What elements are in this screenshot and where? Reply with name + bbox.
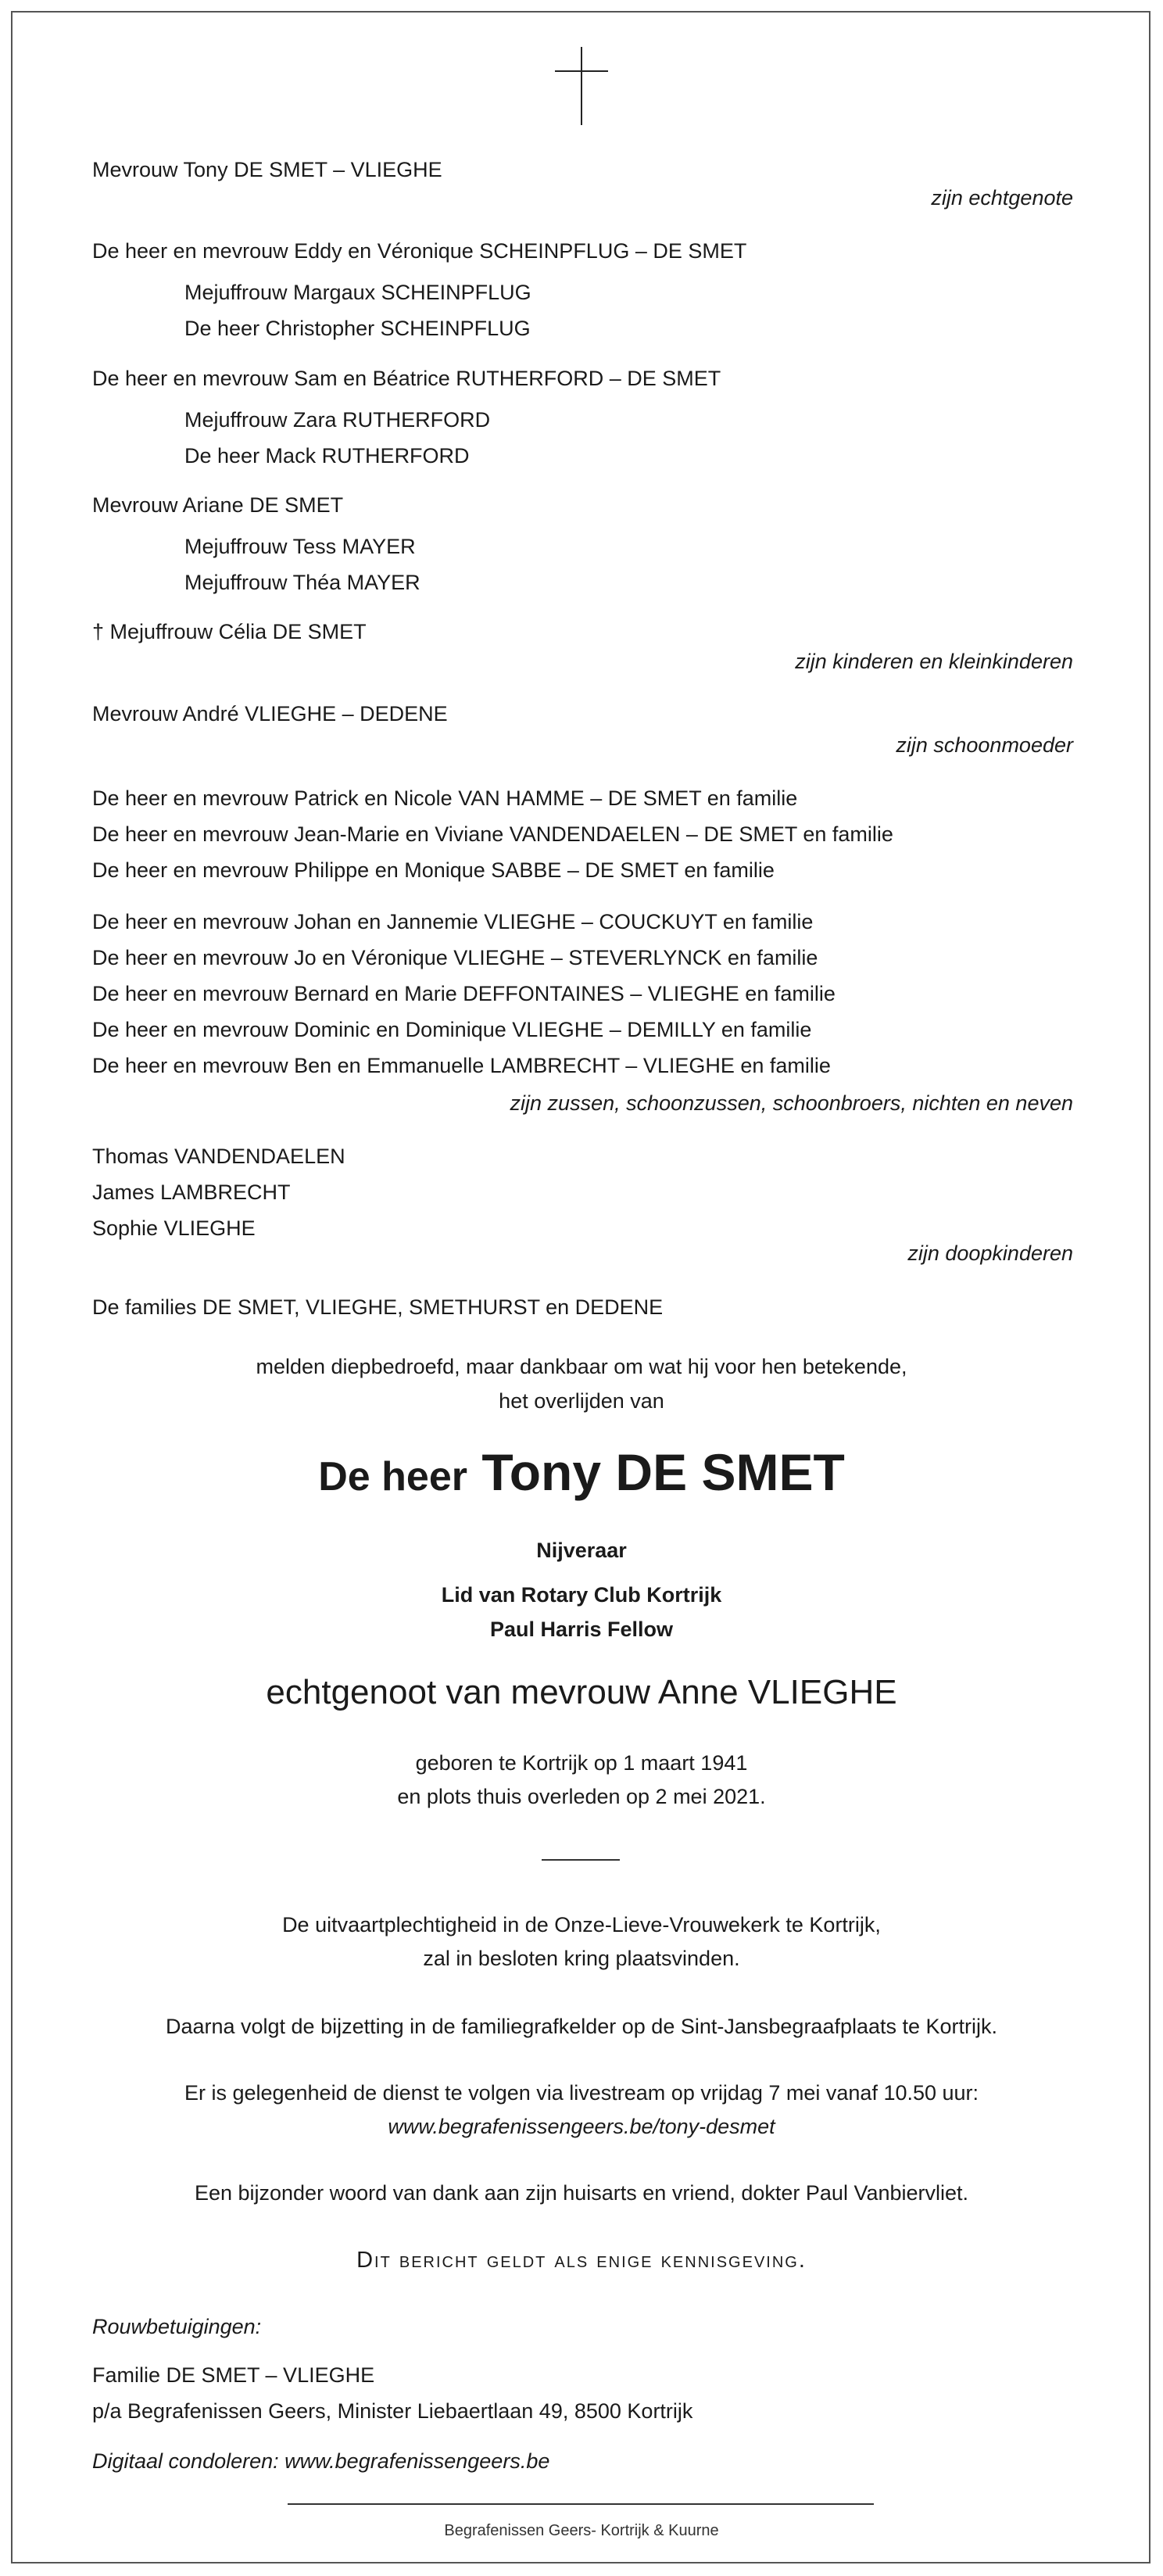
sibling-line: De heer en mevrouw Bernard en Marie DEFFONTAINES – VLIEGHE en familie [92, 982, 836, 1005]
child-line: De heer en mevrouw Sam en Béatrice RUTHERFORD – DE SMET [92, 367, 721, 390]
relation-label: zijn zussen, schoonzussen, schoonbroers, nichten en neven [510, 1091, 1073, 1115]
profession: Nijveraar [536, 1539, 627, 1562]
ceremony-line: De uitvaartplechtigheid in de Onze-Lieve-Vrouwekerk te Kortrijk, [282, 1913, 881, 1936]
deceased-fullname: Tony DE SMET [481, 1443, 845, 1501]
contact-address: p/a Begrafenissen Geers, Minister Liebaertlaan 49, 8500 Kortrijk [92, 2399, 693, 2423]
godchild-line: Sophie VLIEGHE [92, 1216, 256, 1240]
godchild-line: James LAMBRECHT [92, 1181, 291, 1204]
families-line: De families DE SMET, VLIEGHE, SMETHURST en DEDENE [92, 1295, 664, 1319]
livestream-link[interactable]: www.begrafenissengeers.be/tony-desmet [388, 2115, 775, 2138]
membership: Lid van Rotary Club Kortrijk [441, 1583, 722, 1607]
membership: Paul Harris Fellow [489, 1618, 674, 1641]
footer-text: Begrafenissen Geers- Kortrijk & Kuurne [444, 2522, 719, 2539]
condolences-heading: Rouwbetuigingen: [92, 2315, 262, 2338]
spouse-of: echtgenoot van mevrouw Anne VLIEGHE [266, 1673, 897, 1711]
mother-in-law-line: Mevrouw André VLIEGHE – DEDENE [92, 702, 448, 726]
deceased-name [0, 1443, 1163, 1501]
godchild-line: Thomas VANDENDAELEN [92, 1145, 345, 1168]
sibling-line: De heer en mevrouw Philippe en Monique SABBE – DE SMET en familie [92, 858, 775, 882]
child-line: De heer en mevrouw Eddy en Véronique SCHEINPFLUG – DE SMET [92, 239, 747, 263]
child-line: Mevrouw Ariane DE SMET [92, 493, 344, 517]
cross-icon [550, 47, 613, 125]
relation-label: zijn schoonmoeder [896, 733, 1073, 757]
death-line: en plots thuis overleden op 2 mei 2021. [397, 1785, 766, 1808]
deceased-prefix: De heer [318, 1454, 467, 1499]
divider [542, 1859, 620, 1861]
sibling-line: De heer en mevrouw Jo en Véronique VLIEGHE – STEVERLYNCK en familie [92, 946, 818, 969]
livestream-line: Er is gelegenheid de dienst te volgen via livestream op vrijdag 7 mei vanaf 10.50 uur: [184, 2081, 979, 2105]
spouse-line: Mevrouw Tony DE SMET – VLIEGHE [92, 158, 442, 181]
birth-line: geboren te Kortrijk op 1 maart 1941 [415, 1751, 748, 1775]
sibling-line: De heer en mevrouw Dominic en Dominique VLIEGHE – DEMILLY en familie [92, 1018, 812, 1041]
relation-label: zijn doopkinderen [907, 1241, 1073, 1265]
grandchild-line: Mejuffrouw Tess MAYER [184, 535, 416, 558]
announcement-line: melden diepbedroefd, maar dankbaar om wat hij voor hen betekende, [256, 1355, 907, 1378]
ceremony-line: zal in besloten kring plaatsvinden. [423, 1947, 740, 1970]
announcement-line: het overlijden van [499, 1389, 664, 1413]
contact-family: Familie DE SMET – VLIEGHE [92, 2363, 375, 2387]
grandchild-line: Mejuffrouw Zara RUTHERFORD [184, 408, 491, 432]
grandchild-line: Mejuffrouw Théa MAYER [184, 571, 420, 594]
footer-rule [288, 2503, 874, 2505]
burial-line: Daarna volgt de bijzetting in de familiegrafkelder op de Sint-Jansbegraafplaats te Kortrijk. [165, 2015, 998, 2038]
digital-condolence-link[interactable]: Digitaal condoleren: www.begrafenissengeers.be [92, 2449, 550, 2473]
sibling-line: De heer en mevrouw Johan en Jannemie VLIEGHE – COUCKUYT en familie [92, 910, 814, 933]
sibling-line: De heer en mevrouw Ben en Emmanuelle LAMBRECHT – VLIEGHE en familie [92, 1054, 831, 1077]
relation-label: zijn kinderen en kleinkinderen [795, 650, 1073, 673]
relation-label: zijn echtgenote [931, 186, 1073, 210]
thanks-line: Een bijzonder woord van dank aan zijn huisarts en vriend, dokter Paul Vanbiervliet. [194, 2181, 969, 2205]
sibling-line: De heer en mevrouw Patrick en Nicole VAN HAMME – DE SMET en familie [92, 786, 798, 810]
grandchild-line: Mejuffrouw Margaux SCHEINPFLUG [184, 281, 531, 304]
grandchild-line: De heer Mack RUTHERFORD [184, 444, 470, 468]
grandchild-line: De heer Christopher SCHEINPFLUG [184, 317, 531, 340]
sibling-line: De heer en mevrouw Jean-Marie en Viviane VANDENDAELEN – DE SMET en familie [92, 822, 893, 846]
child-line: † Mejuffrouw Célia DE SMET [92, 620, 367, 643]
notice-line: Dit bericht geldt als enige kennisgeving. [356, 2248, 807, 2273]
